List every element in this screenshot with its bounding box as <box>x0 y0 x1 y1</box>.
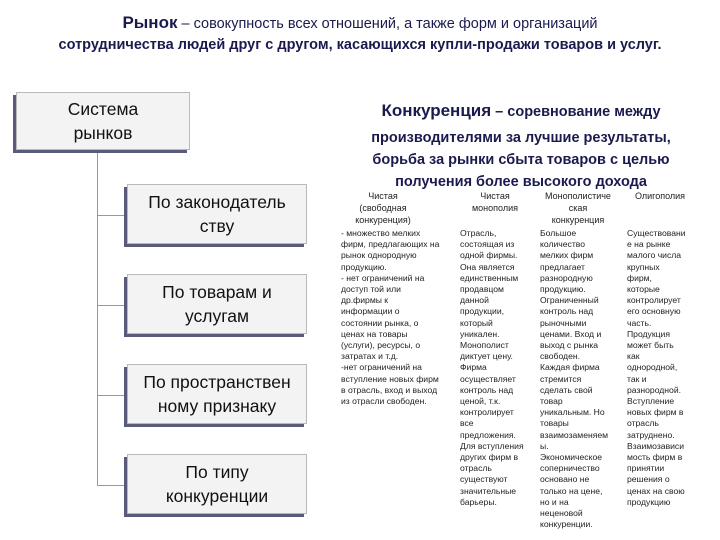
market-term: Рынок <box>122 13 178 32</box>
branch-by-legislation <box>127 184 307 244</box>
market-definition-text: – совокупность всех отношений, а также форм и организаций <box>177 16 598 32</box>
branch-label-line2: услугам <box>184 306 249 326</box>
competition-line3: борьба за рынки сбыта товаров с целью <box>372 152 670 168</box>
column-body-monopolistic-competition: Большое количество мелких фирм предлагает разнородную продукцию. Ограниченный контроль над рыночными ценами. Вход и выход с рынка свободен. Каждая фирма стремится сделать свой товар уникальным. Но товары взаимозаменяем ы. Экономическое соперничество основано не только на цене, но и на неценовой конкуренции. <box>540 228 609 530</box>
column-heading-oligopoly: Олигополия <box>634 191 686 201</box>
column-body-pure-monopoly: Отрасль, состоящая из одной фирмы. Она является единственным продавцом данной продукции, который уникален. Монополист диктует цену. Фирма осуществляет контроль над ценой, т.к. контролирует все предложения. Для вступления других фирм в отрасль существуют значительные барьеры. <box>460 228 524 507</box>
market-system-line1: Система <box>67 99 139 119</box>
branch-by-competition-type <box>127 454 307 514</box>
branch-label-line1: По пространствен <box>143 372 291 392</box>
market-definition-line1 <box>0 12 720 35</box>
branch-label-line2: конкуренции <box>165 486 269 506</box>
competition-line1-text: – соревнование между <box>491 104 661 120</box>
market-system-box <box>16 92 190 150</box>
competition-definition <box>336 100 706 193</box>
tree-branch-line-4 <box>97 485 127 486</box>
competition-line4: получения более высокого дохода <box>395 174 647 190</box>
competition-line2: производителями за лучшие результаты, <box>371 130 671 146</box>
tree-branch-line-3 <box>97 395 127 396</box>
market-definition-line2: сотрудничества людей друг с другом, касающихся купли-продажи товаров и услуг. <box>58 37 662 53</box>
branch-by-goods-services <box>127 274 307 334</box>
branch-label-line2: ству <box>199 216 235 236</box>
branch-label-line1: По товарам и <box>162 282 272 302</box>
column-heading-perfect-competition: Чистая (свободная конкуренция) <box>355 191 411 225</box>
tree-trunk-line <box>97 150 98 486</box>
column-heading-monopolistic-competition: Монополистиче ская конкуренция <box>545 191 611 225</box>
column-heading-pure-monopoly: Чистая монополия <box>471 191 518 213</box>
tree-branch-line-2 <box>97 305 127 306</box>
market-system-line2: рынков <box>73 123 133 143</box>
competition-term: Конкуренция <box>381 101 492 120</box>
competition-line1 <box>381 101 661 120</box>
branch-by-territory <box>127 364 307 424</box>
tree-branch-line-1 <box>97 215 127 216</box>
branch-label-line2: ному признаку <box>157 396 277 416</box>
column-body-oligopoly: Существовани е на рынке малого числа крупных фирм, которые контролирует его основную часть. Продукция может быть как однородной, так и разнородной. Вступление новых фирм в отрасль затруднено. Взаимозависи мость фирм в принятии решения о ценах на свою продукцию <box>627 228 686 507</box>
branch-label-line1: По типу <box>185 462 249 482</box>
market-definition <box>0 12 720 56</box>
column-body-perfect-competition: - множество мелких фирм, предлагающих на рынок однородную продукцию. - нет ограничений на доступ той или др.фирмы к информации о состоянии рынка, о ценах на товары (услуги), ресурсы, о затратах и т.д. -нет ограничений на вступление новых фирм в отрасль, вход и выход из отрасли свободен. <box>341 228 440 407</box>
branch-label-line1: По законодатель <box>148 192 286 212</box>
